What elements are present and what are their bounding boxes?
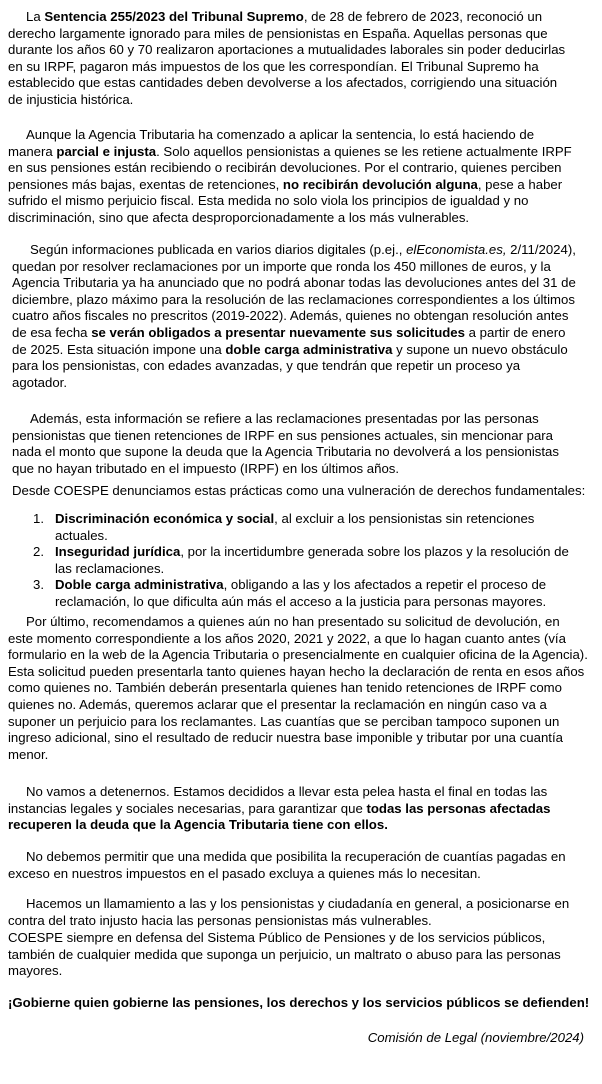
emphasis-recover-debt: todas las personas afectadas recuperen la deuda que la Agencia Tributaria tiene con ellos.: [8, 800, 551, 833]
paragraph-partial-application: Aunque la Agencia Tributaria ha comenzado a aplicar la sentencia, lo está haciendo de manera parcial e injusta. Solo aquellos pensionistas a quienes se les retiene actualmente IRPF en sus pensiones están recibiendo o recibirán devoluciones. Por el contrario, quienes perciben pensiones más bajas, exentas de retenciones, no recibirán devolución alguna, pese a haber sufrido el mismo perjuicio fiscal. Esta medida no solo viola los principios de igualdad y no discriminación, sino que afecta desproporcionadamente a los más vulnerables.: [8, 127, 572, 225]
emphasis-no-refund: no recibirán devolución alguna: [282, 176, 478, 192]
paragraph-pending-claims: Según informaciones publicada en varios diarios digitales (p.ej., elEconomista.es, 2/11/2024), quedan por resolver reclamaciones por un importe que ronda los 450 millones de euros, y la Agencia Tributaria ya ha anunciado que no podrá abonar todas las devoluciones antes del 31 de diciembre, plazo máximo para la resolución de las reclamaciones correspondientes a los últimos cuatro años fiscales no prescritos (2019-2022). Además, quienes no obtengan resolución antes de esa fecha se verán obligados a presentar nuevamente sus solicitudes a partir de enero de 2025. Esta situación impone una doble carga administrativa y supone un nuevo obstáculo para los pensionistas, con edades avanzadas, y que tendrán que repetir un proceso ya agotador.: [12, 242, 576, 390]
paragraph-commitment: No vamos a detenernos. Estamos decididos a llevar esta pelea hasta el final en todas las instancias legales y sociales necesarias, para garantizar que todas las personas afectadas recuperen la deuda que la Agencia Tributaria tiene con ellos.: [8, 784, 551, 833]
emphasis-resubmit: se verán obligados a presentar nuevamente sus solicitudes: [91, 324, 465, 340]
emphasis-partial-unjust: parcial e injusta: [56, 143, 157, 159]
paragraph-denounce: Desde COESPE denunciamos estas prácticas como una vulneración de derechos fundamentales:: [12, 483, 586, 498]
list-item: 3. Doble carga administrativa, obligando a las y los afectados a repetir el proceso de reclamación, lo que dificulta aún más el acceso a la justicia para personas mayores.: [33, 577, 547, 609]
source-citation: elEconomista.es,: [406, 242, 507, 257]
list-item: 1. Discriminación económica y social, al excluir a los pensionistas sin retenciones actuales.: [33, 511, 535, 543]
grievances-list: [0, 511, 578, 611]
signature: Comisión de Legal (noviembre/2024): [367, 1030, 584, 1045]
paragraph-coespe-defense: COESPE siempre en defensa del Sistema Público de Pensiones y de los servicios públicos, también de cualquier medida que suponga un perjuicio, un maltrato o abuso para las personas mayores.: [8, 930, 561, 979]
ruling-reference: Sentencia 255/2023 del Tribunal Supremo: [44, 9, 304, 24]
closing-slogan: ¡Gobierne quien gobierne las pensiones, los derechos y los servicios públicos se defienden!: [8, 995, 590, 1010]
paragraph-call-to-action: Hacemos un llamamiento a las y los pensionistas y ciudadanía en general, a posicionarse en contra del trato injusto hacia las personas pensionistas más vulnerables.: [8, 896, 570, 928]
emphasis-double-burden: doble carga administrativa: [225, 341, 393, 357]
list-item: 2. Inseguridad jurídica, por la incertidumbre generada sobre los plazos y la resolución de las reclamaciones.: [33, 544, 569, 576]
paragraph-no-exclusion: No debemos permitir que una medida que posibilita la recuperación de cuantías pagadas en exceso en nuestros impuestos en el pasado excluya a quienes más lo necesitan.: [8, 849, 566, 881]
paragraph-scope: Además, esta información se refiere a las reclamaciones presentadas por las personas pensionistas que tienen retenciones de IRPF en sus pensiones actuales, sin mencionar para nada el monto que supone la deuda que la Agencia Tributaria no devolverá a los pensionistas que no hayan tributado en el impuesto (IRPF) en los últimos años.: [12, 411, 559, 476]
paragraph-ruling: La Sentencia 255/2023 del Tribunal Supremo, de 28 de febrero de 2023, reconoció un derecho largamente ignorado para miles de pensionistas en España. Aquellas personas que durante los años 60 y 70 realizaron aportaciones a mutualidades laborales sin poder deducirlas en su IRPF, pagaron más impuestos de los que les correspondían. El Tribunal Supremo ha establecido que estas cantidades deben devolverse a los afectados, corrigiendo una situación de injusticia histórica.: [8, 9, 566, 107]
paragraph-recommendation: Por último, recomendamos a quienes aún no han presentado su solicitud de devolución, en este momento correspondiente a los años 2020, 2021 y 2022, a que lo hagan cuanto antes (vía formulario en la web de la Agencia Tributaria o presencialmente en cualquier oficina de la Agencia). Esta solicitud pueden presentarla tanto quienes hayan hecho la declaración de renta en esos años como quienes no. También deberán presentarla quienes han tenido retenciones de IRPF como quienes no. Además, queremos aclarar que el presentar la reclamación en ningún caso va a suponer un perjuicio para los reclamantes. Las cuantías que se perciban tampoco suponen un ingreso adicional, sino el resultado de reducir nuestra base imponible y tributar por una cuantía menor.: [8, 614, 588, 762]
